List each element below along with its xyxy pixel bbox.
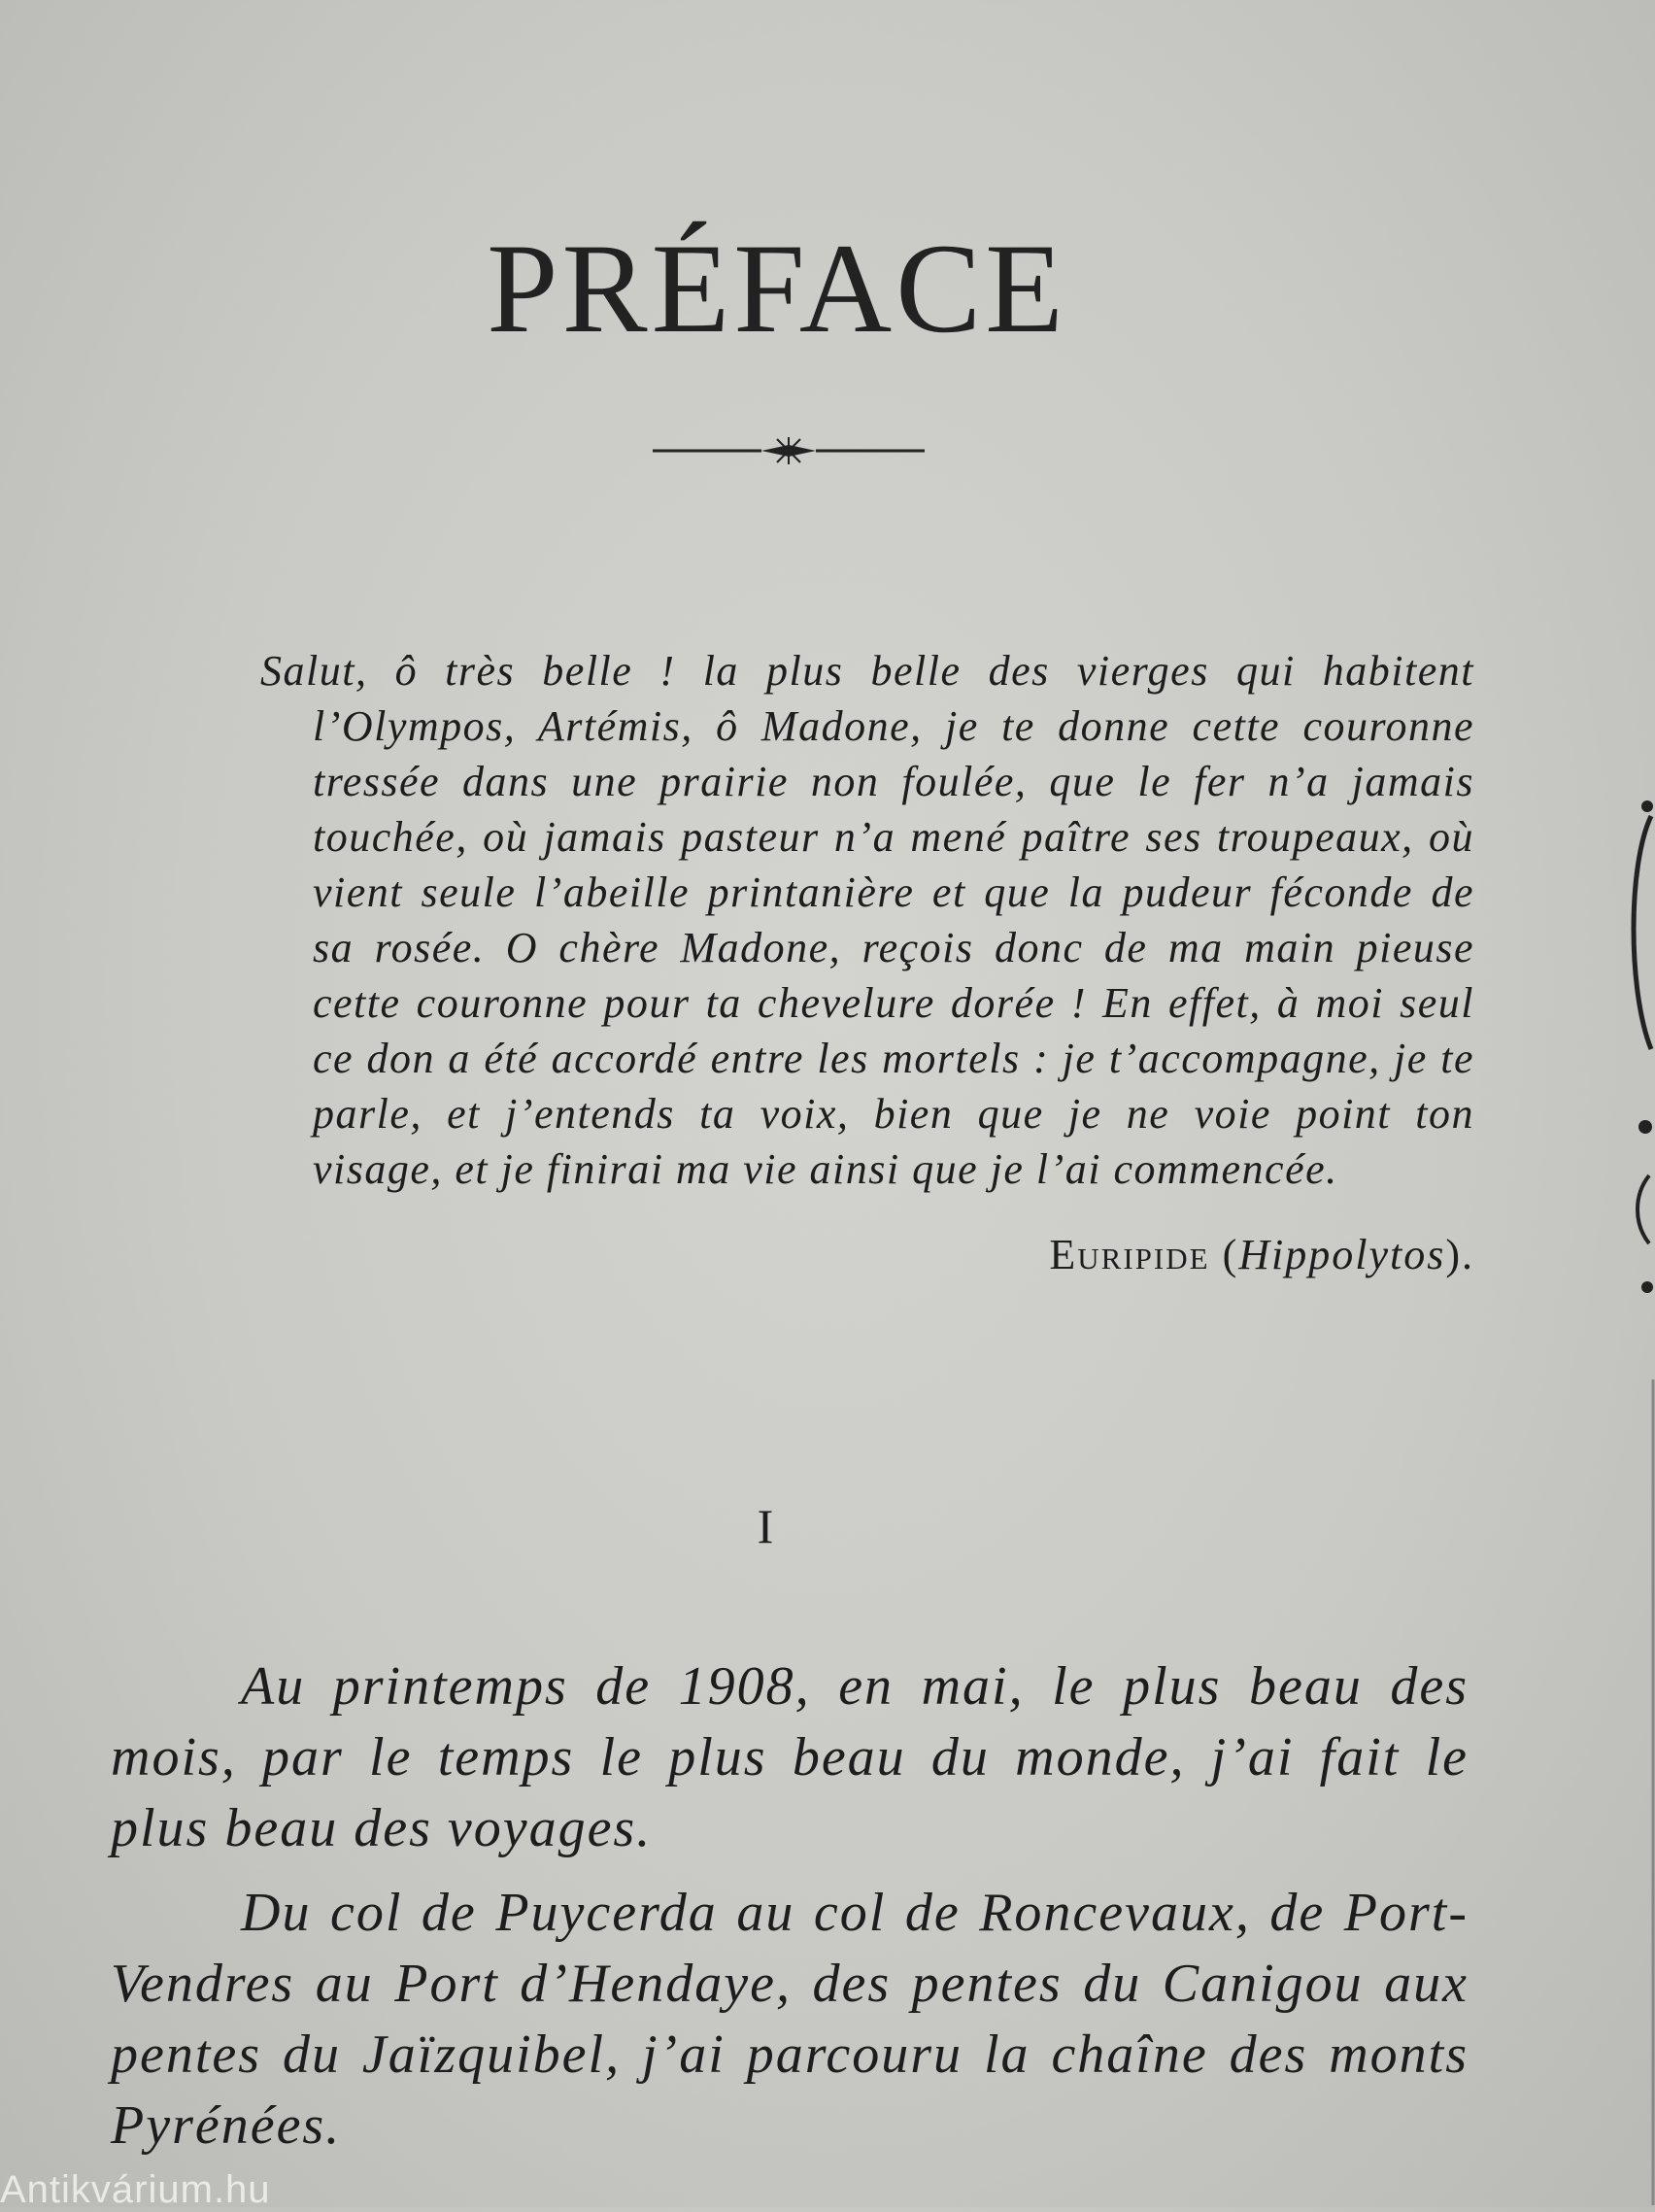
epigraph-text: Salut, ô très belle ! la plus belle des vierges qui habitent l’Olympos, Artémis, ô Madone, je te donne cette couronne tressée dans une prairie non foulée, que le fer n’a jamais touchée, où jamais pasteur n’a mené paître ses troupeaux, où vient seule l’abeille printanière et que la pudeur féconde de sa rosée. O chère Madone, reçois donc de ma main pieuse cette couronne pour ta chevelure dorée ! En effet, à moi seul ce don a été accordé entre les mortels : je t’accompagne, je te parle, et j’entends ta voix, bien que je ne voie point ton visage, et je finirai ma vie ainsi que je l’ai commencée. bbox=[260, 647, 1474, 1193]
ornament-divider bbox=[653, 433, 925, 468]
facing-page-edge bbox=[1622, 758, 1655, 2205]
epigraph bbox=[260, 643, 1474, 1279]
paragraph: Au printemps de 1908, en mai, le plus beau des mois, par le temps le plus beau du monde, j’ai fait le plus beau des voyages. bbox=[111, 1656, 1469, 1858]
body-text bbox=[111, 1651, 1469, 2175]
section-number: I bbox=[757, 1499, 774, 1553]
epigraph-attribution: Euripide (Hippolytos). bbox=[1049, 1231, 1474, 1278]
paragraph: Du col de Puycerda au col de Roncevaux, de Port-Vendres au Port d’Hendaye, des pentes du Canigou aux pentes du Jaïzquibel, j’ai parcouru la chaîne des monts Pyrénées. bbox=[111, 1883, 1469, 2156]
page-title: PRÉFACE bbox=[487, 217, 1067, 359]
epigraph-author: Euripide bbox=[1049, 1231, 1210, 1278]
watermark: Antikvárium.hu bbox=[0, 2168, 271, 2211]
epigraph-work: Hippolytos bbox=[1238, 1231, 1446, 1278]
